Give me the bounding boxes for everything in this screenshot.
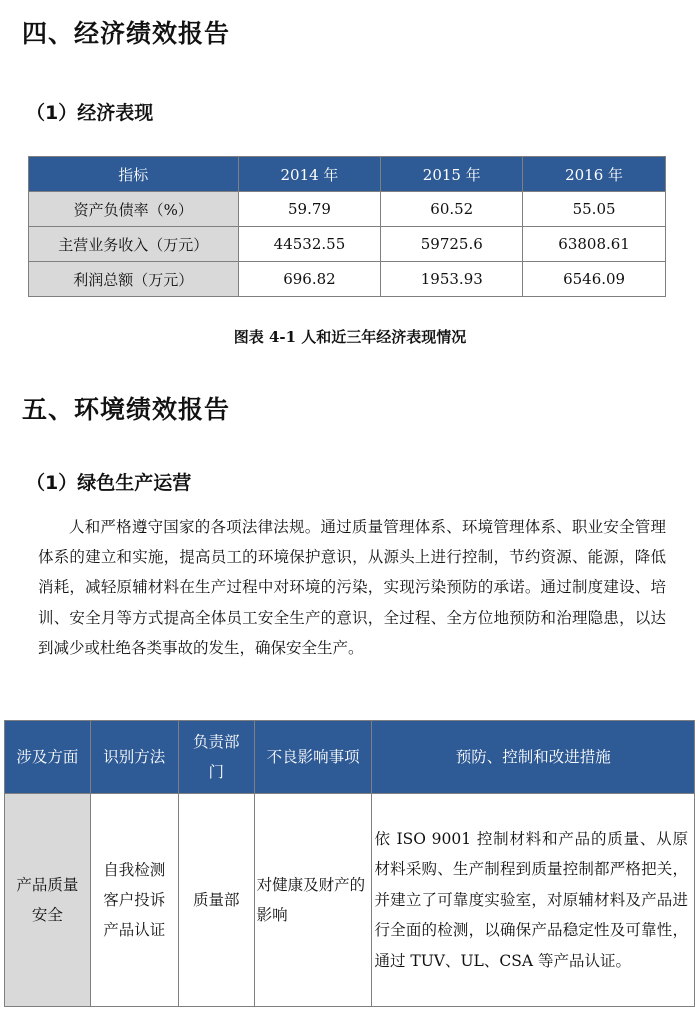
- table-cell: 55.05: [523, 192, 666, 227]
- method-item: 客户投诉: [103, 891, 166, 909]
- header-2015: 2015 年: [381, 157, 523, 192]
- cell-measures: 依 ISO 9001 控制材料和产品的质量、从原材料采购、生产制程到质量控制都严格把关，并建立了可靠度实验室，对原辅材料及产品进行全面的检测，以确保产品稳定性及可靠性，通过 TUV、UL、CSA 等产品认证。: [372, 794, 695, 1007]
- header-department: 负责部门: [178, 721, 254, 794]
- table-cell: 696.82: [238, 262, 381, 297]
- table-header-row: [29, 157, 666, 192]
- header-indicator: 指标: [29, 157, 239, 192]
- section4-subtitle: （1）经济表现: [26, 102, 154, 124]
- body-paragraph: 人和严格遵守国家的各项法律法规。通过质量管理体系、环境管理体系、职业安全管理体系的建立和实施，提高员工的环境保护意识，从源头上进行控制，节约资源、能源，降低消耗，减轻原辅材料在生产过程中对环境的污染，实现污染预防的承诺。通过制度建设、培训、安全月等方式提高全体员工安全生产的意识，全过程、全方位地预防和治理隐患，以达到减少或杜绝各类事故的发生，确保安全生产。: [38, 518, 666, 657]
- method-item: 自我检测: [103, 861, 166, 879]
- row-label: 资产负债率（%）: [29, 192, 239, 227]
- cell-impact: 对健康及财产的影响: [254, 794, 372, 1007]
- table-row: [29, 192, 666, 227]
- header-aspect: 涉及方面: [5, 721, 91, 794]
- table-cell: 1953.93: [381, 262, 523, 297]
- environmental-measures-table: [4, 720, 695, 1007]
- section5-subtitle: （1）绿色生产运营: [26, 472, 192, 494]
- table-row: [29, 262, 666, 297]
- table-row: [29, 227, 666, 262]
- table-cell: 63808.61: [523, 227, 666, 262]
- economic-performance-table: [28, 156, 666, 297]
- table-cell: 59.79: [238, 192, 381, 227]
- section4-title: 四、经济绩效报告: [22, 19, 231, 48]
- header-2014: 2014 年: [238, 157, 381, 192]
- table-caption: 图表 4-1 人和近三年经济表现情况: [233, 328, 467, 346]
- header-2016: 2016 年: [523, 157, 666, 192]
- section5-title: 五、环境绩效报告: [22, 395, 231, 424]
- cell-aspect: 产品质量安全: [5, 794, 91, 1007]
- header-measures: 预防、控制和改进措施: [372, 721, 695, 794]
- row-label: 利润总额（万元）: [29, 262, 239, 297]
- table-cell: 44532.55: [238, 227, 381, 262]
- row-label: 主营业务收入（万元）: [29, 227, 239, 262]
- header-method: 识别方法: [90, 721, 178, 794]
- cell-methods: [90, 794, 178, 1007]
- header-impact: 不良影响事项: [254, 721, 372, 794]
- method-item: 产品认证: [103, 921, 166, 939]
- table-header-row: [5, 721, 695, 794]
- table-cell: 60.52: [381, 192, 523, 227]
- table-cell: 59725.6: [381, 227, 523, 262]
- cell-department: 质量部: [178, 794, 254, 1007]
- table-row: [5, 794, 695, 1007]
- table-cell: 6546.09: [523, 262, 666, 297]
